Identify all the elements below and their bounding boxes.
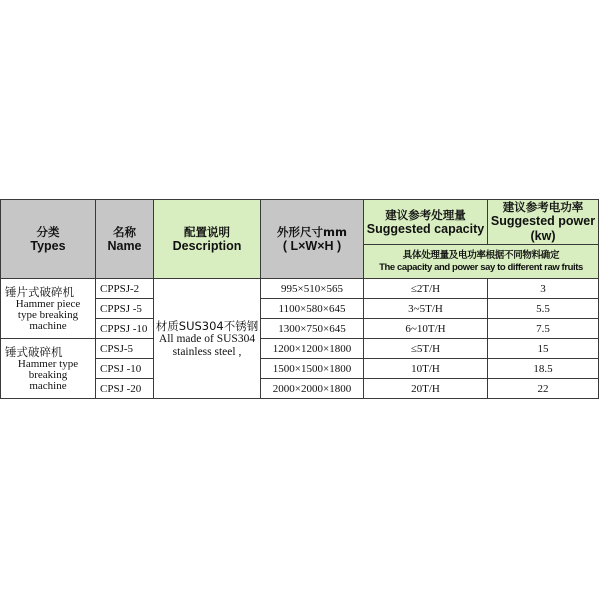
power-header-unit: (kw)	[530, 229, 556, 243]
model-cell: CPSJ-5	[96, 339, 154, 359]
power-header-en: Suggested power	[490, 214, 596, 228]
size-header-en: ( L×W×H )	[282, 239, 342, 253]
note-en: The capacity and power say to different raw fruits	[379, 261, 583, 273]
power-header	[488, 200, 599, 245]
power-cell: 18.5	[488, 359, 599, 379]
size-cell: 1500×1500×1800	[261, 359, 364, 379]
types-header-cn: 分类	[36, 225, 60, 239]
description-header-en: Description	[172, 239, 242, 253]
capacity-header-en: Suggested capacity	[366, 221, 485, 236]
model-cell: CPPSJ -5	[96, 299, 154, 319]
type-cn: 锤式破碎机	[5, 344, 63, 359]
model-cell: CPPSJ -10	[96, 319, 154, 339]
type-en-line: Hammer type	[17, 357, 79, 370]
power-cell: 22	[488, 379, 599, 399]
name-header-en: Name	[107, 239, 142, 253]
size-cell: 1100×580×645	[261, 299, 364, 319]
table-row	[1, 279, 599, 299]
size-cell: 995×510×565	[261, 279, 364, 299]
power-cell: 3	[488, 279, 599, 299]
capacity-power-note	[364, 245, 599, 279]
table-row	[1, 339, 599, 359]
description-en-line: stainless steel ,	[172, 345, 242, 358]
name-header-cn: 名称	[113, 225, 136, 239]
size-cell: 1200×1200×1800	[261, 339, 364, 359]
name-header	[96, 200, 154, 279]
types-header-en: Types	[30, 239, 66, 253]
capacity-header-cn: 建议参考处理量	[385, 207, 466, 222]
description-cell	[154, 279, 261, 399]
type-en-line: machine	[29, 379, 67, 392]
capacity-cell: ≤5T/H	[364, 339, 488, 359]
type-en-line: machine	[29, 319, 67, 332]
power-cell: 15	[488, 339, 599, 359]
power-header-cn: 建议参考电功率	[502, 200, 584, 214]
size-header	[261, 200, 364, 279]
description-header-cn: 配置说明	[184, 225, 230, 239]
model-cell: CPPSJ-2	[96, 279, 154, 299]
type-cn: 锤片式破碎机	[5, 284, 74, 299]
description-en-line: All made of SUS304	[158, 332, 256, 345]
size-cell: 2000×2000×1800	[261, 379, 364, 399]
capacity-cell: ≤2T/H	[364, 279, 488, 299]
power-cell: 5.5	[488, 299, 599, 319]
power-cell: 7.5	[488, 319, 599, 339]
description-cn: 材质SUS304不锈钢	[155, 318, 259, 333]
type-en-line: breaking	[28, 368, 68, 381]
capacity-cell: 10T/H	[364, 359, 488, 379]
type-en-line: Hammer piece	[15, 297, 81, 310]
type-group-hammer	[1, 339, 96, 399]
spec-table	[0, 199, 599, 399]
description-header	[154, 200, 261, 279]
size-cell: 1300×750×645	[261, 319, 364, 339]
capacity-cell: 20T/H	[364, 379, 488, 399]
capacity-cell: 3~5T/H	[364, 299, 488, 319]
types-header	[1, 200, 96, 279]
model-cell: CPSJ -20	[96, 379, 154, 399]
size-header-cn: 外形尺寸mm	[277, 225, 347, 239]
capacity-cell: 6~10T/H	[364, 319, 488, 339]
header-row	[1, 200, 599, 245]
type-group-hammer-piece	[1, 279, 96, 339]
type-en-line: type breaking	[17, 308, 79, 321]
model-cell: CPSJ -10	[96, 359, 154, 379]
capacity-header	[364, 200, 488, 245]
note-cn: 具体处理量及电功率根据不同物料确定	[402, 249, 560, 261]
